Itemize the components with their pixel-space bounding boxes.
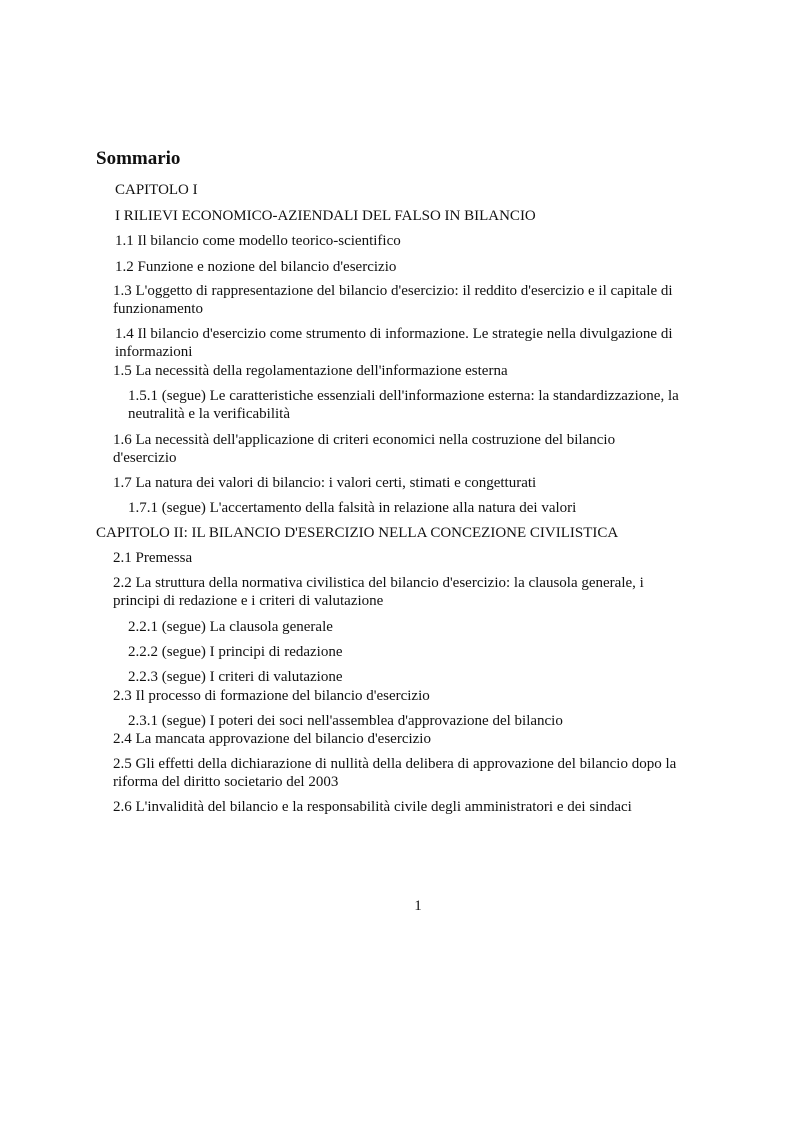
page-title: Sommario <box>96 148 181 169</box>
toc-entry-1-4: 1.4 Il bilancio d'esercizio come strumento di informazione. Le strategie nella divulgazione di informazioni <box>115 326 673 360</box>
toc-entry-2-2-3: 2.2.3 (segue) I criteri di valutazione <box>128 669 343 685</box>
toc-entry-2-2-2: 2.2.2 (segue) I principi di redazione <box>128 644 343 660</box>
toc-entry-chapter-1: CAPITOLO I <box>115 182 198 198</box>
toc-entry-1-5: 1.5 La necessità della regolamentazione dell'informazione esterna <box>113 363 508 379</box>
toc-entry-chapter-1-title: I RILIEVI ECONOMICO-AZIENDALI DEL FALSO IN BILANCIO <box>115 208 536 224</box>
toc-entry-2-3-1: 2.3.1 (segue) I poteri dei soci nell'assemblea d'approvazione del bilancio <box>128 713 563 729</box>
toc-entry-1-7-1: 1.7.1 (segue) L'accertamento della falsità in relazione alla natura dei valori <box>128 500 577 516</box>
toc-entry-1-3: 1.3 L'oggetto di rappresentazione del bilancio d'esercizio: il reddito d'esercizio e il capitale di funzionamento <box>113 283 673 317</box>
toc-entry-2-4: 2.4 La mancata approvazione del bilancio d'esercizio <box>113 731 431 747</box>
toc-entry-2-3: 2.3 Il processo di formazione del bilancio d'esercizio <box>113 688 430 704</box>
toc-entry-1-2: 1.2 Funzione e nozione del bilancio d'esercizio <box>115 259 397 275</box>
toc-entry-1-6: 1.6 La necessità dell'applicazione di criteri economici nella costruzione del bilancio d'esercizio <box>113 432 616 466</box>
toc-entry-chapter-2: CAPITOLO II: IL BILANCIO D'ESERCIZIO NELLA CONCEZIONE CIVILISTICA <box>96 525 619 541</box>
toc-entry-2-2-1: 2.2.1 (segue) La clausola generale <box>128 619 333 635</box>
page-number: 1 <box>414 898 422 914</box>
toc-entry-1-7: 1.7 La natura dei valori di bilancio: i valori certi, stimati e congetturati <box>113 475 537 491</box>
toc-entry-1-5-1: 1.5.1 (segue) Le caratteristiche essenziali dell'informazione esterna: la standardizzazione, la neutralità e la verificabilità <box>128 388 679 422</box>
toc-entry-2-5: 2.5 Gli effetti della dichiarazione di nullità della delibera di approvazione del bilancio dopo la riforma del diritto societario del 2003 <box>113 756 677 790</box>
toc-entry-1-1: 1.1 Il bilancio come modello teorico-scientifico <box>115 233 401 249</box>
toc-entry-2-6: 2.6 L'invalidità del bilancio e la responsabilità civile degli amministratori e dei sindaci <box>113 799 632 815</box>
toc-entry-2-1: 2.1 Premessa <box>113 550 193 566</box>
toc-entry-2-2: 2.2 La struttura della normativa civilistica del bilancio d'esercizio: la clausola generale, i principi di redazione e i criteri di valutazione <box>113 575 644 609</box>
